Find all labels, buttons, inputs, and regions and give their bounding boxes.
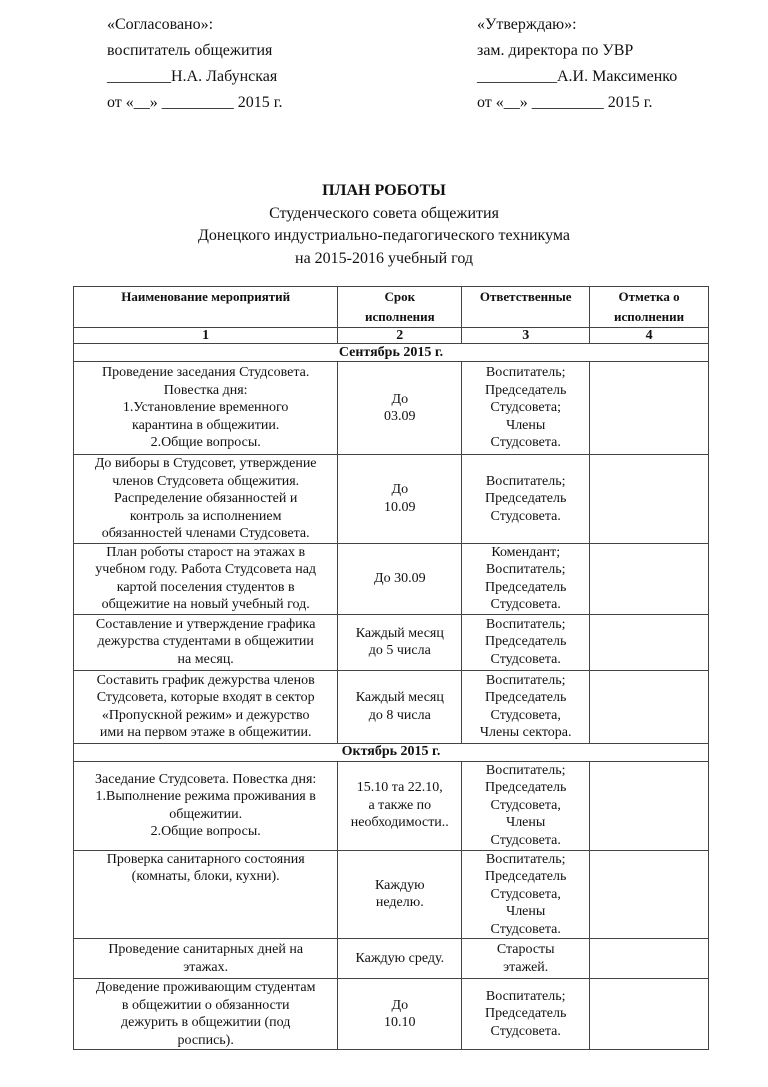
approval-label: «Согласовано»: — [107, 16, 214, 33]
table-row — [74, 761, 709, 850]
completion-mark-cell — [590, 939, 709, 979]
plan-table — [73, 286, 709, 1050]
deadline-cell: Каждую неделю. — [338, 850, 462, 939]
completion-mark-cell — [590, 543, 709, 614]
column-number: 2 — [338, 328, 462, 344]
table-row — [74, 455, 709, 544]
deadline-cell: До 03.09 — [338, 362, 462, 455]
column-number: 3 — [462, 328, 590, 344]
responsible-cell: Воспитатель; Председатель Студсовета. — [462, 455, 590, 544]
column-number: 4 — [590, 328, 709, 344]
completion-mark-cell — [590, 670, 709, 743]
column-header: Срок исполнения — [338, 287, 462, 328]
month-row — [74, 743, 709, 761]
title-heading: ПЛАН РОБОТЫ — [322, 182, 446, 199]
completion-mark-cell — [590, 979, 709, 1050]
header-row — [74, 287, 709, 328]
responsible-cell: Воспитатель; Председатель Студсовета; Члены Студсовета. — [462, 362, 590, 455]
month-label: Октябрь 2015 г. — [74, 743, 709, 761]
approval-position: воспитатель общежития — [107, 42, 273, 59]
responsible-cell: Воспитатель; Председатель Студсовета, Члены сектора. — [462, 670, 590, 743]
column-number: 1 — [74, 328, 338, 344]
approval-signature: ________Н.А. Лабунская — [107, 68, 278, 85]
activity-cell: Проведение санитарных дней на этажах. — [74, 939, 338, 979]
approval-block-agreed — [107, 12, 283, 116]
activity-cell: Проведение заседания Студсовета. Повестка дня: 1.Установление временного карантина в общежитии. 2.Общие вопросы. — [74, 362, 338, 455]
table-row — [74, 543, 709, 614]
title-line: Донецкого индустриально-педагогического техникума — [197, 227, 570, 244]
approval-date: от «__» _________ 2015 г. — [107, 94, 283, 111]
approval-signature: __________А.И. Максименко — [477, 68, 678, 85]
activity-cell: До виборы в Студсовет, утверждение членов Студсовета общежития. Распределение обязанностей и контроль за исполнением обязанностей членами Студсовета. — [74, 455, 338, 544]
approval-date: от «__» _________ 2015 г. — [477, 94, 653, 111]
table-row — [74, 670, 709, 743]
month-label: Сентябрь 2015 г. — [74, 344, 709, 362]
deadline-cell: До 10.10 — [338, 979, 462, 1050]
deadline-cell: Каждый месяц до 5 числа — [338, 614, 462, 670]
completion-mark-cell — [590, 455, 709, 544]
deadline-cell: Каждый месяц до 8 числа — [338, 670, 462, 743]
column-header: Ответственные — [462, 287, 590, 328]
activity-cell: Проверка санитарного состояния (комнаты, блоки, кухни). — [74, 850, 338, 939]
activity-cell: Доведение проживающим студентам в общежитии о обязанности дежурить в общежитии (под роспись). — [74, 979, 338, 1050]
responsible-cell: Старосты этажей. — [462, 939, 590, 979]
deadline-cell: Каждую среду. — [338, 939, 462, 979]
responsible-cell: Воспитатель; Председатель Студсовета, Члены Студсовета. — [462, 761, 590, 850]
completion-mark-cell — [590, 850, 709, 939]
activity-cell: Составить график дежурства членов Студсовета, которые входят в сектор «Пропускной режим» и дежурство ими на первом этаже в общежитии. — [74, 670, 338, 743]
activity-cell: План роботы старост на этажах в учебном году. Работа Студсовета над картой поселения студентов в общежитие на новый учебный год. — [74, 543, 338, 614]
table-row — [74, 979, 709, 1050]
approval-label: «Утверждаю»: — [477, 16, 577, 33]
month-row — [74, 344, 709, 362]
activity-cell: Заседание Студсовета. Повестка дня: 1.Выполнение режима проживания в общежитии. 2.Общие вопросы. — [74, 761, 338, 850]
responsible-cell: Комендант; Воспитатель; Председатель Студсовета. — [462, 543, 590, 614]
completion-mark-cell — [590, 614, 709, 670]
title-line: Студенческого совета общежития — [269, 204, 499, 222]
responsible-cell: Воспитатель; Председатель Студсовета. — [462, 979, 590, 1050]
table-row — [74, 939, 709, 979]
column-header: Отметка о исполнении — [590, 287, 709, 328]
responsible-cell: Воспитатель; Председатель Студсовета. — [462, 614, 590, 670]
responsible-cell: Воспитатель; Председатель Студсовета, Члены Студсовета. — [462, 850, 590, 939]
approval-position: зам. директора по УВР — [477, 42, 634, 59]
deadline-cell: До 30.09 — [338, 543, 462, 614]
deadline-cell: До 10.09 — [338, 455, 462, 544]
table-row — [74, 850, 709, 939]
deadline-cell: 15.10 та 22.10, а также по необходимости.. — [338, 761, 462, 850]
completion-mark-cell — [590, 761, 709, 850]
column-number-row — [74, 328, 709, 344]
document-title — [0, 180, 768, 270]
title-line: на 2015-2016 учебный год — [295, 249, 473, 267]
activity-cell: Составление и утверждение графика дежурства студентами в общежитии на месяц. — [74, 614, 338, 670]
table-row — [74, 362, 709, 455]
column-header: Наименование мероприятий — [74, 287, 338, 328]
table-row — [74, 614, 709, 670]
completion-mark-cell — [590, 362, 709, 455]
approval-block-approved — [477, 12, 677, 116]
